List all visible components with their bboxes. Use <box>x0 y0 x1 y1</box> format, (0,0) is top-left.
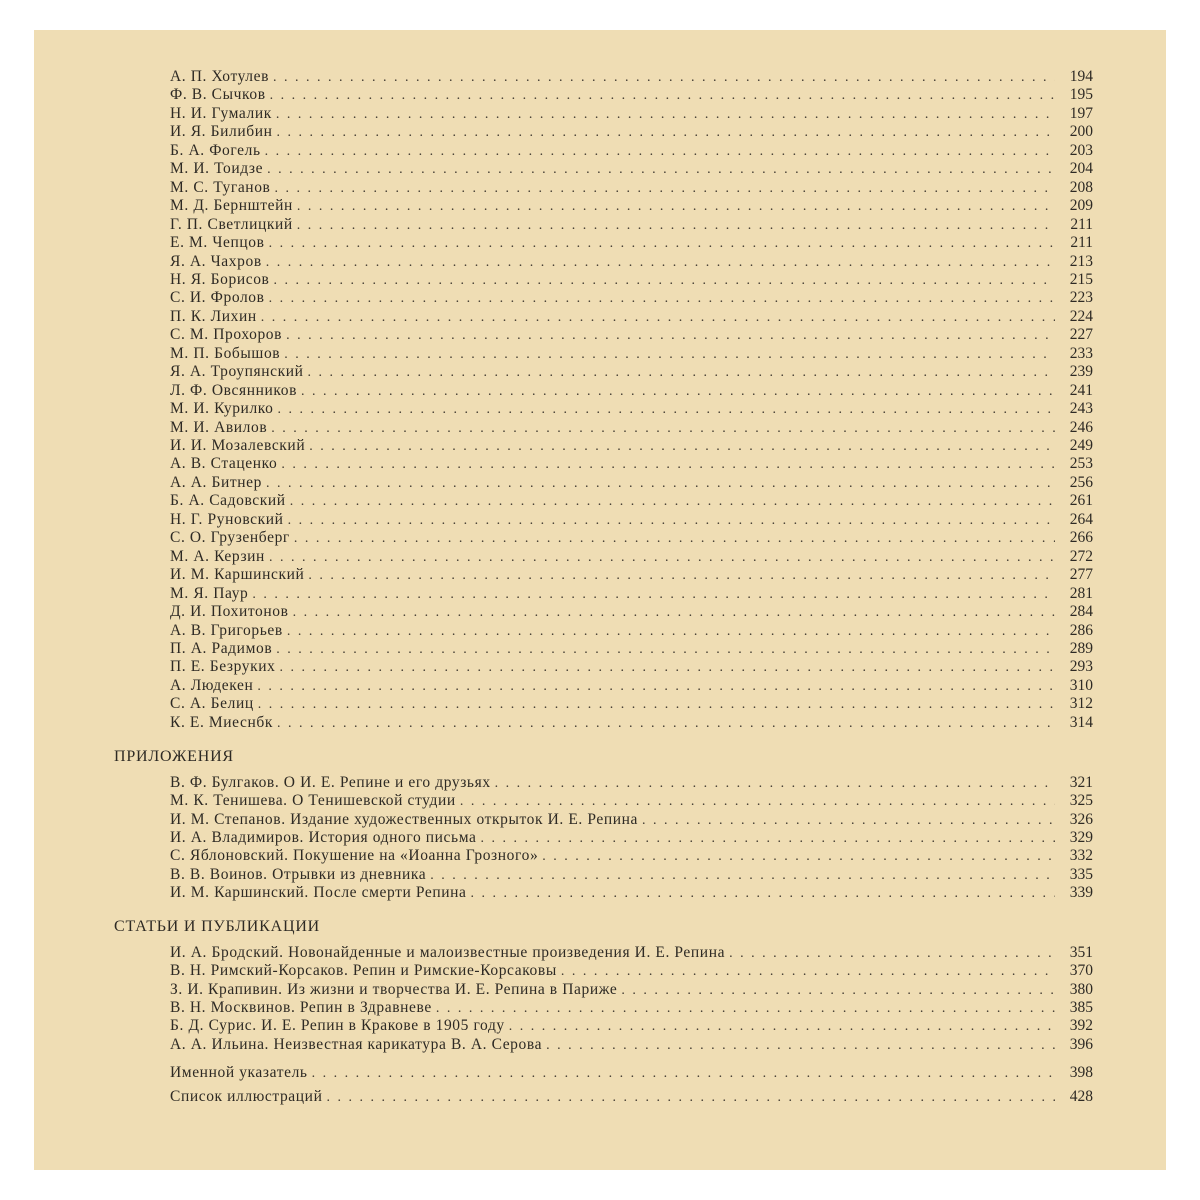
toc-entry-page: 325 <box>1069 792 1093 810</box>
appendix-title: ПРИЛОЖЕНИЯ <box>114 748 234 765</box>
toc-entry <box>170 437 1093 455</box>
toc-entry-page: 314 <box>1069 713 1093 731</box>
toc-entry <box>170 234 1093 252</box>
toc-entry-title: А. В. Стаценко <box>170 455 278 473</box>
dot-leader <box>277 715 1055 733</box>
toc-entry <box>170 847 1093 865</box>
toc-entry-page: 284 <box>1069 603 1093 621</box>
dot-leader <box>308 364 1056 382</box>
toc-entry <box>170 179 1093 197</box>
dot-leader <box>280 659 1055 677</box>
toc-entry-title: С. М. Прохоров <box>170 326 283 344</box>
dot-leader <box>293 604 1055 622</box>
toc-entry-page: 261 <box>1069 492 1093 510</box>
dot-leader <box>308 567 1055 585</box>
toc-entry <box>170 105 1093 123</box>
toc-entry <box>170 253 1093 271</box>
dot-leader <box>546 1037 1055 1055</box>
dot-leader <box>729 945 1055 963</box>
toc-entry-title: К. Е. Миеснбк <box>170 713 274 731</box>
toc-entry-page: 289 <box>1069 639 1093 657</box>
toc-entry-title: П. Е. Безруких <box>170 658 276 676</box>
toc-entry-title: Б. А. Садовский <box>170 492 286 510</box>
toc-entry-title: В. Н. Москвинов. Репин в Здравневе <box>170 998 432 1016</box>
dot-leader <box>294 530 1055 548</box>
toc-entry-title: А. А. Ильина. Неизвестная карикатура В. А. Серова <box>170 1035 543 1053</box>
toc-entry-page: 329 <box>1069 828 1093 846</box>
toc-entry-page: 209 <box>1069 197 1093 215</box>
dot-leader <box>621 982 1055 1000</box>
toc-entry-page: 385 <box>1069 998 1093 1016</box>
dot-leader <box>287 623 1055 641</box>
toc-entry <box>170 1017 1093 1035</box>
toc-entry-title: И. М. Степанов. Издание художественных открыток И. Е. Репина <box>170 810 639 828</box>
toc-entry-page: 195 <box>1069 86 1093 104</box>
dot-leader <box>276 641 1055 659</box>
toc-entry-page: 241 <box>1069 381 1093 399</box>
toc-entry-title: Я. А. Чахров <box>170 252 262 270</box>
toc-entry-page: 312 <box>1069 695 1093 713</box>
toc-entry-title: М. И. Тоидзе <box>170 160 264 178</box>
toc-entry-page: 249 <box>1069 437 1093 454</box>
dot-leader <box>460 793 1055 811</box>
dot-leader <box>269 290 1055 308</box>
toc-entry-page: 392 <box>1069 1017 1093 1035</box>
toc-entry-title: Б. А. Фогель <box>170 141 261 159</box>
toc-entry-page: 194 <box>1069 68 1093 85</box>
toc-entry-title: А. Людекен <box>170 676 254 694</box>
toc-entry-title: И. И. Мозалевский <box>170 437 306 454</box>
dot-leader <box>276 106 1055 124</box>
dot-leader <box>271 420 1055 438</box>
toc-entry-page: 223 <box>1069 289 1093 307</box>
dot-leader <box>326 1089 1055 1107</box>
dot-leader <box>284 346 1055 364</box>
toc-entry-title: Г. П. Светлицкий <box>170 215 293 233</box>
toc-entry <box>170 1064 1093 1082</box>
toc-entry-page: 339 <box>1069 883 1093 901</box>
toc-entry-page: 272 <box>1069 547 1093 565</box>
toc-entry-page: 351 <box>1069 944 1093 961</box>
toc-entry-title: А. А. Битнер <box>170 473 262 491</box>
toc-entry-page: 396 <box>1069 1035 1093 1053</box>
toc-entry-title: М. Я. Паур <box>170 584 249 602</box>
toc-entry-page: 246 <box>1069 418 1093 436</box>
dot-leader <box>252 586 1055 604</box>
dot-leader <box>277 401 1055 419</box>
articles-title: СТАТЬИ И ПУБЛИКАЦИИ <box>114 918 321 935</box>
toc-entry-page: 332 <box>1069 847 1093 865</box>
toc-entry-title: И. М. Каршинский. После смерти Репина <box>170 883 467 901</box>
toc-entry-page: 239 <box>1069 363 1093 381</box>
toc-entry <box>170 603 1093 621</box>
toc-entry <box>170 216 1093 234</box>
toc-entry <box>170 529 1093 547</box>
toc-entry-title: С. А. Белиц <box>170 695 254 713</box>
toc-entry-title: Н. Я. Борисов <box>170 270 270 288</box>
toc-entry-page: 277 <box>1069 566 1093 584</box>
toc-entry <box>170 363 1093 381</box>
toc-entry-title: Список иллюстраций <box>170 1088 323 1105</box>
toc-entry-page: 253 <box>1069 455 1093 473</box>
toc-entry-title: С. И. Фролов <box>170 289 265 307</box>
toc-entry <box>170 811 1093 829</box>
toc-entry-page: 321 <box>1069 774 1093 791</box>
toc-entry-title: Б. Д. Сурис. И. Е. Репин в Кракове в 1905 году <box>170 1017 505 1035</box>
toc-entry-page: 266 <box>1069 529 1093 547</box>
toc-entry-title: З. И. Крапивин. Из жизни и творчества И. Е. Репина в Париже <box>170 980 618 998</box>
dot-leader <box>267 161 1055 179</box>
toc-entry <box>170 345 1093 363</box>
toc-entry-page: 310 <box>1069 676 1093 694</box>
dot-leader <box>265 143 1055 161</box>
toc-entry <box>170 474 1093 492</box>
toc-entry-page: 204 <box>1069 160 1093 178</box>
toc-entry-page: 213 <box>1069 252 1093 270</box>
dot-leader <box>288 512 1055 530</box>
toc-entry-page: 256 <box>1069 473 1093 491</box>
dot-leader <box>542 848 1055 866</box>
toc-entry-page: 335 <box>1069 865 1093 883</box>
toc-entry-page: 200 <box>1069 123 1093 141</box>
toc-entry-title: М. А. Керзин <box>170 547 265 565</box>
toc-entry <box>170 1088 1093 1106</box>
dot-leader <box>471 885 1055 903</box>
toc-entry-title: Е. М. Чепцов <box>170 234 265 252</box>
toc-entry-page: 197 <box>1069 104 1093 122</box>
dot-leader <box>270 87 1055 105</box>
toc-entry <box>170 999 1093 1017</box>
toc-entry-title: М. С. Туганов <box>170 178 271 196</box>
toc-entry-title: С. О. Грузенберг <box>170 529 290 547</box>
dot-leader <box>273 272 1055 290</box>
toc-entry-page: 428 <box>1069 1088 1093 1105</box>
toc-entry-page: 243 <box>1069 400 1093 418</box>
toc-entry-page: 398 <box>1069 1064 1093 1081</box>
toc-entry <box>170 123 1093 141</box>
dot-leader <box>274 180 1055 198</box>
dot-leader <box>290 493 1055 511</box>
toc-entry-title: В. Н. Римский-Корсаков. Репин и Римские-Корсаковы <box>170 962 557 980</box>
toc-entry <box>170 658 1093 676</box>
toc-entry <box>170 1036 1093 1054</box>
toc-entry <box>170 197 1093 215</box>
toc-entry-page: 380 <box>1069 980 1093 998</box>
toc-entry-page: 326 <box>1069 810 1093 828</box>
toc-entry-page: 203 <box>1069 141 1093 159</box>
toc-entry-page: 215 <box>1069 270 1093 288</box>
toc-entry <box>170 792 1093 810</box>
toc-entry-page: 208 <box>1069 178 1093 196</box>
toc-entry-page: 293 <box>1069 658 1093 676</box>
toc-entry <box>170 492 1093 510</box>
dot-leader <box>495 775 1055 793</box>
dot-leader <box>642 812 1055 830</box>
toc-entry-title: Н. Г. Руновский <box>170 510 284 528</box>
toc-entry <box>170 640 1093 658</box>
toc-entry-title: М. Д. Бернштейн <box>170 197 293 215</box>
toc-entry-page: 264 <box>1069 510 1093 528</box>
toc-entry <box>170 774 1093 792</box>
dot-leader <box>258 696 1055 714</box>
toc-entry-page: 233 <box>1069 344 1093 362</box>
toc-entry <box>170 622 1093 640</box>
toc-entry-title: М. И. Авилов <box>170 418 268 436</box>
toc-entry-title: М. К. Тенишева. О Тенишевской студии <box>170 792 456 810</box>
dot-leader <box>301 383 1055 401</box>
dot-leader <box>430 867 1055 885</box>
toc-entry-title: С. Яблоновский. Покушение на «Иоанна Грозного» <box>170 847 539 865</box>
toc-entry-page: 224 <box>1069 307 1093 325</box>
dot-leader <box>509 1018 1055 1036</box>
dot-leader <box>257 678 1055 696</box>
toc-entry-title: В. Ф. Булгаков. О И. Е. Репине и его друзьях <box>170 774 491 791</box>
toc-entry <box>170 160 1093 178</box>
toc-entry-title: П. К. Лихин <box>170 307 257 325</box>
toc-entry-page: 281 <box>1069 584 1093 602</box>
toc-entry-title: Ф. В. Сычков <box>170 86 266 104</box>
dot-leader <box>286 327 1055 345</box>
toc-entry <box>170 548 1093 566</box>
dot-leader <box>266 475 1055 493</box>
toc-entry-page: 211 <box>1070 234 1093 252</box>
toc-entry-title: Именной указатель <box>170 1064 308 1081</box>
toc-entry-title: Д. И. Похитонов <box>170 603 289 621</box>
toc-entry <box>170 511 1093 529</box>
toc-entry-page: 286 <box>1069 621 1093 639</box>
toc-entry-page: 370 <box>1069 962 1093 980</box>
toc-entry <box>170 86 1093 104</box>
dot-leader <box>261 309 1055 327</box>
dot-leader <box>281 456 1055 474</box>
toc-entry-title: И. Я. Билибин <box>170 123 273 141</box>
dot-leader <box>297 217 1055 235</box>
dot-leader <box>266 254 1055 272</box>
dot-leader <box>309 438 1055 456</box>
toc-entry <box>170 142 1093 160</box>
toc-entry <box>170 714 1093 732</box>
toc-entry <box>170 944 1093 962</box>
toc-entry <box>170 271 1093 289</box>
toc-entry-title: В. В. Воинов. Отрывки из дневника <box>170 865 427 883</box>
dot-leader <box>561 963 1055 981</box>
toc-entry <box>170 68 1093 86</box>
toc-entry-title: И. А. Владимиров. История одного письма <box>170 828 477 846</box>
toc-entry-title: М. П. Бобышов <box>170 344 281 362</box>
toc-entry <box>170 400 1093 418</box>
toc-entry-page: 227 <box>1069 326 1093 344</box>
dot-leader <box>312 1065 1055 1083</box>
toc-entry-title: Я. А. Троупянский <box>170 363 304 381</box>
toc-entry-title: А. В. Григорьев <box>170 621 283 639</box>
toc-entry <box>170 962 1093 980</box>
toc-entry <box>170 326 1093 344</box>
toc-entry <box>170 829 1093 847</box>
toc-entry-page: 211 <box>1070 215 1093 233</box>
toc-entry <box>170 695 1093 713</box>
toc-entry-title: А. П. Хотулев <box>170 68 270 85</box>
book-page <box>34 30 1166 1170</box>
toc-entry <box>170 382 1093 400</box>
toc-entry-title: И. А. Бродский. Новонайденные и малоизвестные произведения И. Е. Репина <box>170 944 726 961</box>
toc-entry <box>170 981 1093 999</box>
toc-entry <box>170 455 1093 473</box>
toc-entry-title: Л. Ф. Овсянников <box>170 381 297 399</box>
toc-entry-title: И. М. Каршинский <box>170 566 305 584</box>
dot-leader <box>436 1000 1055 1018</box>
toc-entry <box>170 677 1093 695</box>
toc-entry-title: П. А. Радимов <box>170 639 273 657</box>
toc-entry <box>170 308 1093 326</box>
toc-entry <box>170 566 1093 584</box>
dot-leader <box>269 549 1055 567</box>
toc-entry <box>170 866 1093 884</box>
toc-entry <box>170 289 1093 307</box>
dot-leader <box>481 830 1056 848</box>
dot-leader <box>273 69 1055 87</box>
toc-entry-title: М. И. Курилко <box>170 400 274 418</box>
toc-entry-title: Н. И. Гумалик <box>170 104 272 122</box>
toc-entry <box>170 419 1093 437</box>
dot-leader <box>277 124 1055 142</box>
dot-leader <box>297 198 1055 216</box>
toc-entry <box>170 884 1093 902</box>
dot-leader <box>269 235 1055 253</box>
toc-entry <box>170 585 1093 603</box>
